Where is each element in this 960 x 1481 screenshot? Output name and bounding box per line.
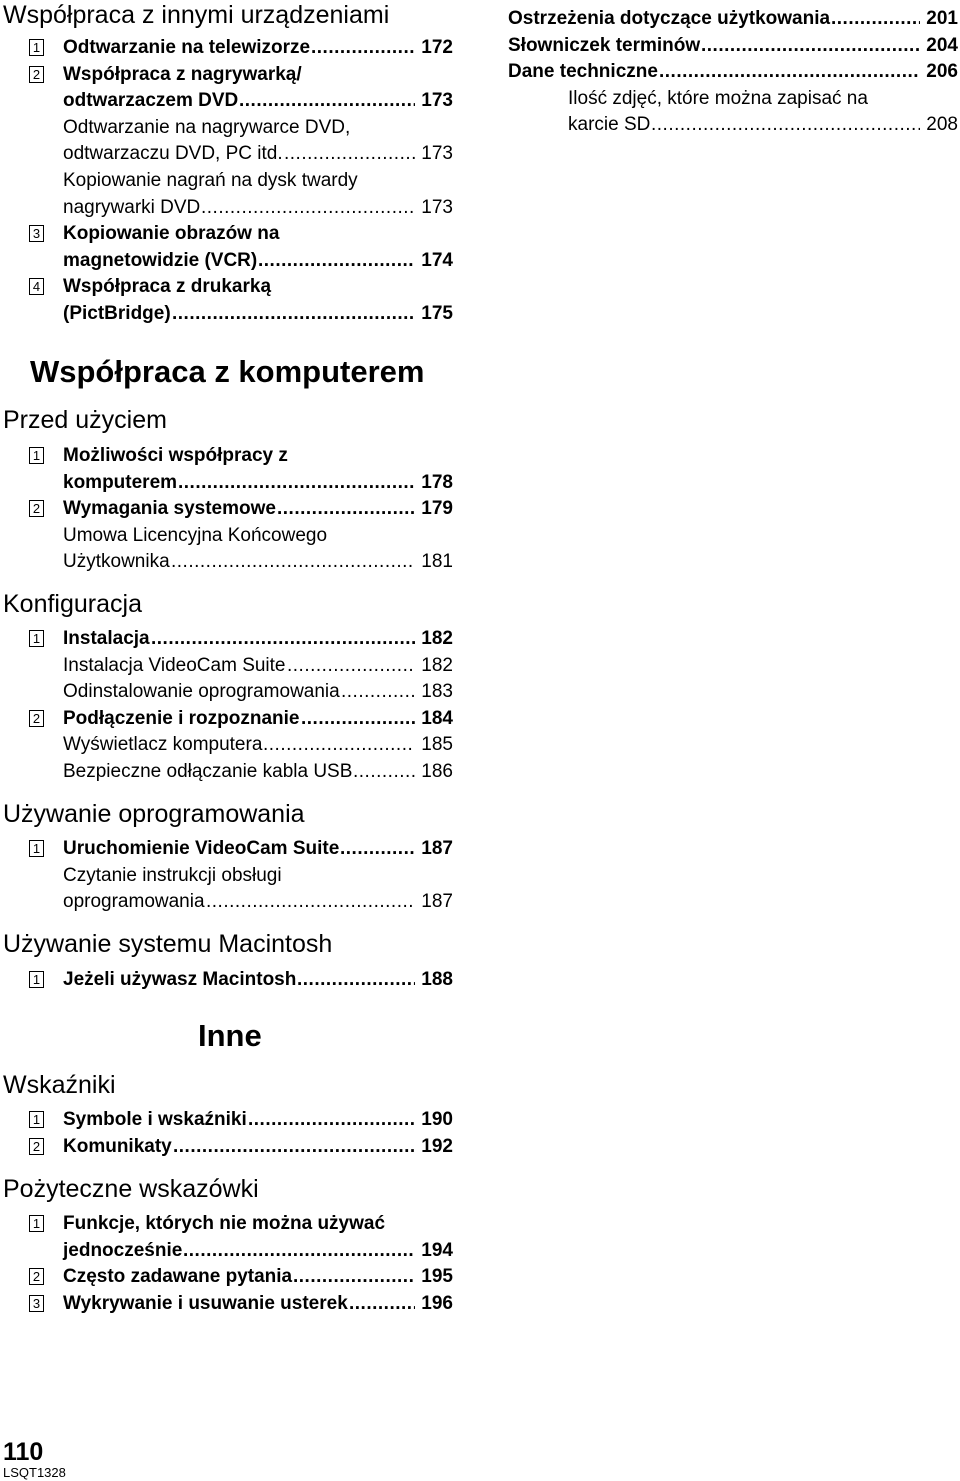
toc-page-number: 181 bbox=[421, 551, 453, 573]
toc-entry-label: magnetowidzie (VCR) bbox=[63, 249, 258, 271]
toc-entry-label: Jeżeli używasz Macintosh bbox=[63, 969, 297, 990]
toc-entry bbox=[29, 836, 453, 863]
toc-entry bbox=[29, 35, 453, 62]
toc-entry-label: Często zadawane pytania bbox=[63, 1266, 293, 1288]
toc-entry bbox=[29, 1107, 453, 1134]
page-number: 110 bbox=[3, 1438, 44, 1466]
toc-page-number: 208 bbox=[926, 114, 958, 136]
toc-entry bbox=[29, 1291, 453, 1318]
section-title-other: Inne bbox=[198, 1018, 262, 1053]
dot-leader bbox=[206, 889, 415, 916]
dot-leader bbox=[659, 59, 920, 86]
item-number-box: 1 bbox=[29, 840, 44, 857]
dot-leader bbox=[248, 1107, 415, 1134]
toc-entry bbox=[508, 6, 958, 33]
dot-leader bbox=[311, 35, 415, 62]
item-number-box: 1 bbox=[29, 971, 44, 988]
toc-entry bbox=[29, 863, 453, 916]
toc-page-number: 173 bbox=[421, 90, 453, 112]
dot-leader bbox=[277, 496, 415, 523]
toc-entry-label: Funkcje, których nie można używać bbox=[63, 1213, 386, 1234]
toc-entry bbox=[29, 679, 453, 706]
toc-entry-label: Instalacja VideoCam Suite bbox=[63, 654, 286, 676]
section-title-computer: Współpraca z komputerem bbox=[30, 354, 425, 389]
toc-entry bbox=[29, 626, 453, 653]
toc-page-number: 174 bbox=[421, 249, 453, 271]
toc-page-number: 190 bbox=[421, 1109, 453, 1130]
toc-entry bbox=[29, 62, 453, 115]
toc-entry-label: Kopiowanie nagrań na dysk twardy bbox=[63, 170, 358, 191]
toc-entry bbox=[29, 221, 453, 274]
item-number-box: 3 bbox=[29, 1295, 44, 1312]
dot-leader bbox=[340, 836, 415, 863]
toc-page-number: 192 bbox=[421, 1135, 453, 1157]
toc-entry-label: Słowniczek terminów bbox=[508, 34, 701, 56]
dot-leader bbox=[831, 6, 920, 33]
dot-leader bbox=[349, 1291, 415, 1318]
dot-leader bbox=[297, 967, 415, 994]
toc-entry bbox=[29, 653, 453, 680]
item-number-box: 2 bbox=[29, 710, 44, 727]
toc-entry-label: Użytkownika bbox=[63, 551, 170, 573]
section-title-external-devices: Współpraca z innymi urządzeniami bbox=[3, 1, 390, 29]
toc-entry-label: Podłączenie i rozpoznanie bbox=[63, 707, 300, 729]
toc-entry-label: Symbole i wskaźniki bbox=[63, 1109, 247, 1130]
toc-page-number: 175 bbox=[421, 302, 453, 324]
dot-leader bbox=[173, 1134, 415, 1161]
toc-entry-label: Wyświetlacz komputera bbox=[63, 734, 263, 756]
toc-page-number: 173 bbox=[421, 196, 453, 218]
toc-page-number: 187 bbox=[421, 838, 453, 859]
toc-entry-label: nagrywarki DVD bbox=[63, 196, 201, 218]
toc-entry-label: Bezpieczne odłączanie kabla USB bbox=[63, 761, 353, 782]
toc-entry-label: Komunikaty bbox=[63, 1135, 172, 1157]
toc-page-number: 178 bbox=[421, 471, 453, 493]
toc-page-number: 182 bbox=[421, 628, 453, 649]
dot-leader bbox=[183, 1238, 415, 1265]
doc-code: LSQT1328 bbox=[3, 1465, 66, 1480]
dot-leader bbox=[701, 33, 920, 60]
item-number-box: 2 bbox=[29, 1138, 44, 1155]
subsection-heading-tips: Pożyteczne wskazówki bbox=[3, 1175, 259, 1203]
dot-leader bbox=[341, 679, 415, 706]
subsection-heading-before-use: Przed użyciem bbox=[3, 406, 167, 434]
item-number-box: 1 bbox=[29, 630, 44, 647]
subsection-heading-macintosh: Używanie systemu Macintosh bbox=[3, 930, 333, 958]
toc-entry bbox=[29, 1211, 453, 1264]
toc-page-number: 172 bbox=[421, 37, 453, 58]
subsection-heading-indicators: Wskaźniki bbox=[3, 1071, 116, 1099]
toc-entry bbox=[508, 86, 958, 139]
item-number-box: 4 bbox=[29, 278, 44, 295]
toc-page-number: 204 bbox=[926, 34, 958, 56]
dot-leader bbox=[284, 141, 415, 168]
toc-entry-label: karcie SD bbox=[568, 114, 651, 136]
item-number-box: 2 bbox=[29, 1268, 44, 1285]
item-number-box: 1 bbox=[29, 39, 44, 56]
item-number-box: 1 bbox=[29, 1215, 44, 1232]
toc-entry-label: Ostrzeżenia dotyczące użytkowania bbox=[508, 8, 831, 29]
toc-entry bbox=[29, 523, 453, 576]
toc-entry-label: Wykrywanie i usuwanie usterek bbox=[63, 1292, 348, 1314]
toc-page-number: 182 bbox=[421, 654, 453, 676]
toc-entry-label: Odtwarzanie na nagrywarce DVD, bbox=[63, 116, 351, 138]
toc-entry-label: Dane techniczne bbox=[508, 61, 658, 83]
toc-page-number: 185 bbox=[421, 734, 453, 756]
toc-entry bbox=[29, 496, 453, 523]
dot-leader bbox=[293, 1264, 415, 1291]
dot-leader bbox=[201, 195, 415, 222]
toc-page-number: 173 bbox=[421, 143, 453, 165]
toc-entry-label: Umowa Licencyjna Końcowego bbox=[63, 524, 328, 546]
toc-page-number: 195 bbox=[421, 1266, 453, 1288]
toc-entry-label: Odinstalowanie oprogramowania bbox=[63, 681, 340, 703]
toc-entry bbox=[508, 59, 958, 86]
toc-entry-label: Odtwarzanie na telewizorze bbox=[63, 37, 311, 58]
dot-leader bbox=[178, 470, 415, 497]
dot-leader bbox=[263, 732, 415, 759]
dot-leader bbox=[287, 653, 415, 680]
item-number-box: 1 bbox=[29, 447, 44, 464]
dot-leader bbox=[258, 248, 415, 275]
item-number-box: 3 bbox=[29, 225, 44, 242]
toc-entry bbox=[29, 168, 453, 221]
toc-entry bbox=[29, 1134, 453, 1161]
toc-entry-label: Ilość zdjęć, które można zapisać na bbox=[568, 87, 868, 109]
dot-leader bbox=[301, 706, 415, 733]
toc-page-number: 206 bbox=[926, 61, 958, 83]
dot-leader bbox=[171, 549, 415, 576]
toc-entry-label: (PictBridge) bbox=[63, 302, 171, 324]
toc-entry-label: Czytanie instrukcji obsługi bbox=[63, 864, 282, 886]
subsection-heading-software: Używanie oprogramowania bbox=[3, 800, 305, 828]
dot-leader bbox=[353, 759, 415, 786]
toc-entry-label: Wymagania systemowe bbox=[63, 498, 276, 520]
toc-entry-label: Uruchomienie VideoCam Suite bbox=[63, 838, 340, 859]
item-number-box: 2 bbox=[29, 66, 44, 83]
toc-entry bbox=[508, 33, 958, 60]
item-number-box: 1 bbox=[29, 1111, 44, 1128]
toc-entry bbox=[29, 115, 453, 168]
toc-page-number: 179 bbox=[421, 498, 453, 520]
toc-page-number: 183 bbox=[421, 681, 453, 703]
toc-page-number: 201 bbox=[926, 8, 958, 29]
dot-leader bbox=[172, 301, 415, 328]
toc-entry-label: komputerem bbox=[63, 471, 178, 493]
toc-page-number: 196 bbox=[421, 1292, 453, 1314]
toc-entry-label: Współpraca z nagrywarką/ bbox=[63, 63, 302, 85]
toc-entry bbox=[29, 1264, 453, 1291]
toc-entry bbox=[29, 967, 453, 994]
dot-leader bbox=[151, 626, 415, 653]
dot-leader bbox=[651, 112, 920, 139]
item-number-box: 2 bbox=[29, 500, 44, 517]
toc-entry bbox=[29, 274, 453, 327]
toc-entry bbox=[29, 732, 453, 759]
toc-entry-label: Możliwości współpracy z bbox=[63, 445, 288, 466]
toc-entry bbox=[29, 759, 453, 786]
toc-entry-label: Instalacja bbox=[63, 628, 150, 649]
toc-entry bbox=[29, 443, 453, 496]
dot-leader bbox=[239, 88, 415, 115]
toc-entry-label: odtwarzaczu DVD, PC itd. bbox=[63, 143, 283, 165]
toc-page-number: 188 bbox=[421, 969, 453, 990]
toc-entry bbox=[29, 706, 453, 733]
toc-page-number: 184 bbox=[421, 707, 453, 729]
toc-page-number: 187 bbox=[421, 891, 453, 913]
toc-entry-label: jednocześnie bbox=[63, 1239, 183, 1261]
subsection-heading-configuration: Konfiguracja bbox=[3, 590, 142, 618]
toc-page-number: 194 bbox=[421, 1239, 453, 1261]
toc-entry-label: Kopiowanie obrazów na bbox=[63, 223, 280, 245]
toc-page-number: 186 bbox=[421, 761, 453, 782]
toc-entry-label: oprogramowania bbox=[63, 891, 205, 913]
toc-entry-label: Współpraca z drukarką bbox=[63, 276, 272, 298]
toc-entry-label: odtwarzaczem DVD bbox=[63, 90, 239, 112]
